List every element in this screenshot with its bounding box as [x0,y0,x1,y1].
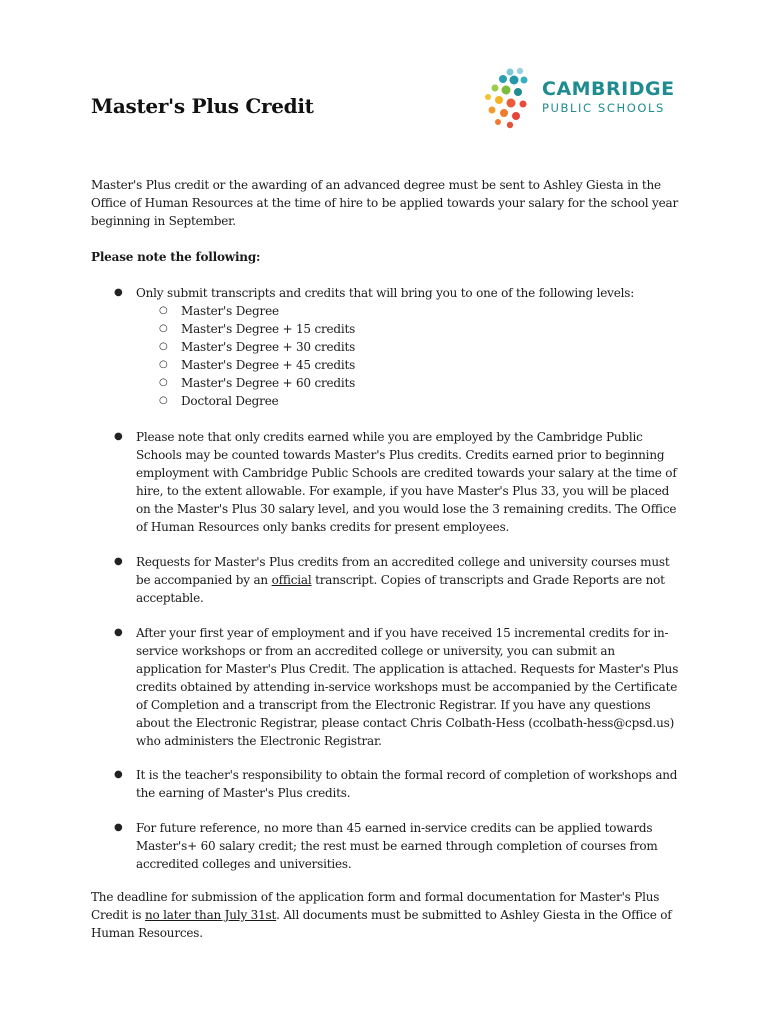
bullet-levels: Only submit transcripts and credits that will bring you to one of the following levels: [136,286,635,300]
bullet-dot-icon: ● [114,287,123,298]
level-item: Master's Degree [181,304,279,318]
page-title: Master's Plus Credit [91,94,314,118]
sub-bullet-icon: ○ [159,305,168,316]
official-underlined: official [271,573,312,587]
level-item: Master's Degree + 30 credits [181,340,356,354]
logo-cambridge: CAMBRIDGE [542,78,675,100]
closing-pre: The deadline for submission of the application form and formal documentation for Master's Plus Credit is [91,890,660,922]
deadline-underlined: no later than July 31st [145,908,277,922]
note-heading: Please note the following: [91,250,261,264]
level-item: Master's Degree + 60 credits [181,376,356,390]
level-item: Master's Degree + 15 credits [181,322,356,336]
intro-paragraph: Master's Plus credit or the awarding of an advanced degree must be sent to Ashley Giesta in the Office of Human Resources at the time of hire to be applied towards your salary for the school year beginning in September. [91,178,679,228]
logo-text [542,79,675,115]
bullet-official-transcript [136,553,681,607]
bullet-future-reference: For future reference, no more than 45 earned in-service credits can be applied towards Master's+ 60 salary credit; the rest must be earned through completion of courses from accredited colleges and universities. [136,821,658,871]
dots-logo-icon [480,66,540,130]
bullet-dot-icon: ● [114,769,123,780]
bullet-dot-icon: ● [114,431,123,442]
sub-bullet-icon: ○ [159,323,168,334]
sub-bullet-icon: ○ [159,359,168,370]
bullet-dot-icon: ● [114,627,123,638]
bullet-dot-icon: ● [114,556,123,567]
sub-bullet-icon: ○ [159,341,168,352]
b3-text-pre: Requests for Master's Plus credits from an accredited college and university courses must be accompanied by an [136,555,670,587]
b3-text-post: transcript. Copies of transcripts and Grade Reports are not acceptable. [136,573,665,605]
cambridge-logo [480,66,690,132]
sub-bullet-icon: ○ [159,377,168,388]
level-item: Master's Degree + 45 credits [181,358,356,372]
closing-paragraph [91,888,681,942]
bullet-teacher-responsibility: It is the teacher's responsibility to obtain the formal record of completion of workshops and the earning of Master's Plus credits. [136,768,678,800]
level-item: Doctoral Degree [181,394,279,408]
bullet-employment-credits: Please note that only credits earned while you are employed by the Cambridge Public Schools may be counted towards Master's Plus credits. Credits earned prior to beginning employment with Cambridge Public Schools are credited towards your salary at the time of hire, to the extent allowable. For example, if you have Master's Plus 33, you will be placed on the Master's Plus 30 salary level, and you would lose the 3 remaining credits. The Office of Human Resources only banks credits for present employees. [136,430,677,534]
logo-public-schools: PUBLIC SCHOOLS [542,101,665,115]
sub-bullet-icon: ○ [159,395,168,406]
bullet-dot-icon: ● [114,822,123,833]
closing-post: . All documents must be submitted to Ashley Giesta in the Office of Human Resources. [91,908,672,940]
bullet-incremental-credits: After your first year of employment and if you have received 15 incremental credits for in-service workshops or from an accredited college or university, you can submit an application for Master's Plus Credit. The application is attached. Requests for Master's Plus credits obtained by attending in-service workshops must be accompanied by the Certificate of Completion and a transcript from the Electronic Registrar. If you have any questions about the Electronic Registrar, please contact Chris Colbath-Hess (ccolbath-hess@cpsd.us) who administers the Electronic Registrar. [136,626,679,748]
